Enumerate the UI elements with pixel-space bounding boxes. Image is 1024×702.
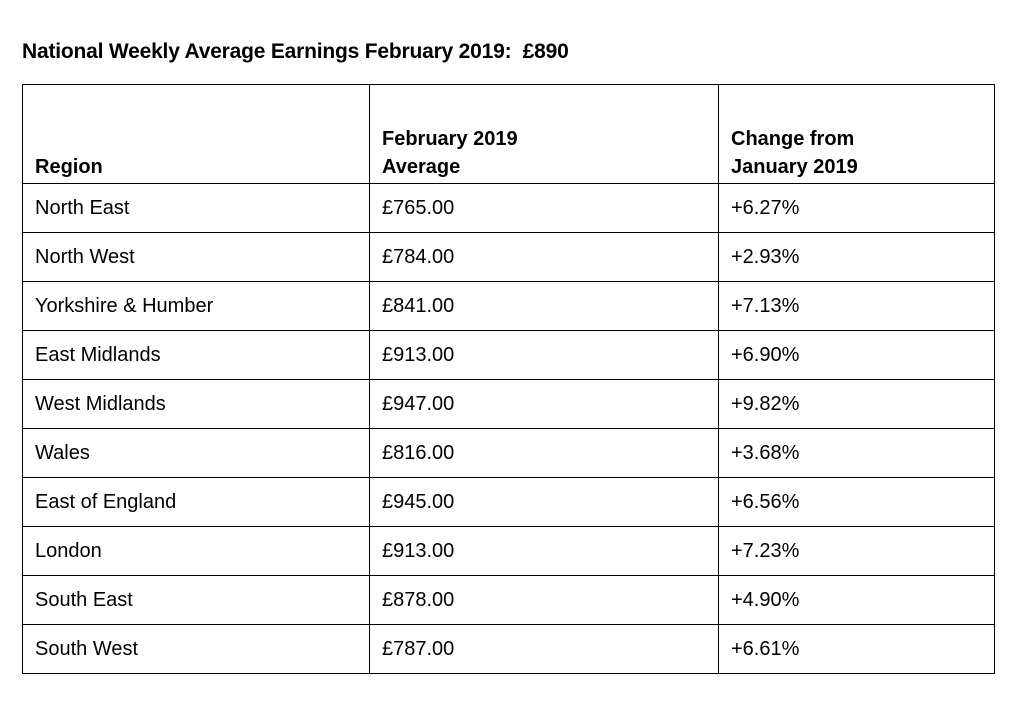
header-average-line2: Average — [382, 156, 461, 178]
cell-average: £913.00 — [370, 331, 719, 380]
cell-region: North East — [23, 184, 370, 233]
cell-change: +4.90% — [719, 576, 995, 625]
cell-region: East of England — [23, 478, 370, 527]
header-average-line1: February 2019 — [382, 128, 518, 150]
table-row — [23, 380, 995, 429]
table-row — [23, 527, 995, 576]
table-row — [23, 331, 995, 380]
cell-change: +6.56% — [719, 478, 995, 527]
cell-average: £784.00 — [370, 233, 719, 282]
cell-change: +7.23% — [719, 527, 995, 576]
cell-change: +3.68% — [719, 429, 995, 478]
cell-change: +6.61% — [719, 625, 995, 674]
cell-average: £913.00 — [370, 527, 719, 576]
cell-average: £878.00 — [370, 576, 719, 625]
cell-change: +2.93% — [719, 233, 995, 282]
cell-change: +6.27% — [719, 184, 995, 233]
cell-average: £816.00 — [370, 429, 719, 478]
cell-average: £947.00 — [370, 380, 719, 429]
table-row — [23, 429, 995, 478]
table-row — [23, 184, 995, 233]
table-row — [23, 233, 995, 282]
table-row — [23, 576, 995, 625]
cell-region: South West — [23, 625, 370, 674]
table-row — [23, 625, 995, 674]
cell-change: +6.90% — [719, 331, 995, 380]
header-change — [719, 85, 995, 184]
cell-region: Yorkshire & Humber — [23, 282, 370, 331]
table-row — [23, 478, 995, 527]
cell-change: +7.13% — [719, 282, 995, 331]
cell-average: £765.00 — [370, 184, 719, 233]
cell-region: Wales — [23, 429, 370, 478]
header-change-line1: Change from — [731, 128, 855, 150]
cell-region: West Midlands — [23, 380, 370, 429]
header-average — [370, 85, 719, 184]
cell-average: £787.00 — [370, 625, 719, 674]
cell-region: South East — [23, 576, 370, 625]
earnings-table — [22, 84, 995, 674]
header-region-label: Region — [35, 156, 103, 178]
cell-region: North West — [23, 233, 370, 282]
header-change-line2: January 2019 — [731, 156, 858, 178]
cell-region: East Midlands — [23, 331, 370, 380]
cell-region: London — [23, 527, 370, 576]
cell-average: £841.00 — [370, 282, 719, 331]
table-row — [23, 282, 995, 331]
cell-change: +9.82% — [719, 380, 995, 429]
table-header-row — [23, 85, 995, 184]
cell-average: £945.00 — [370, 478, 719, 527]
page-title: National Weekly Average Earnings February 2019: £890 — [22, 40, 569, 63]
header-region — [23, 85, 370, 184]
